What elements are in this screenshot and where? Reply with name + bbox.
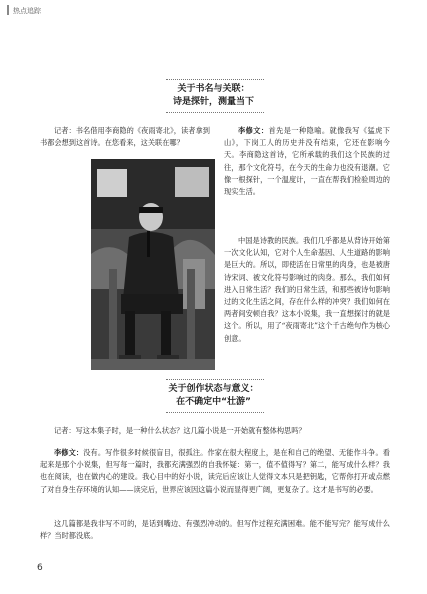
- question2: [40, 425, 390, 437]
- answer2-paragraph1: [40, 447, 390, 496]
- section1-title: 关于书名与关联：: [177, 84, 250, 94]
- question1-speaker: 记者：: [54, 126, 76, 135]
- question1: [40, 125, 210, 149]
- answer1-paragraph1: [224, 125, 390, 198]
- header-bar: [7, 5, 9, 15]
- question2-speaker: 记者：: [54, 426, 76, 435]
- header-label: 热点追踪: [13, 7, 41, 15]
- section2-title: 关于创作状态与意义：: [168, 384, 259, 394]
- answer2-paragraph2: 这几篇都是我非写不可的，是话到嘴边、有强烈冲动的。但写作过程充满困难。能不能写完？能写成什么样？当时都没底。: [40, 519, 390, 541]
- answer1-speaker: 李修文：: [238, 126, 269, 135]
- answer1-text1: 首先是一种隐喻。就像我写《猛虎下山》，下岗工人的历史并没有结束，它还在影响今天。李商隐这首诗，它所承载的我们这个民族的过往，那个文化符号，在今天的生命力也没有退潮。它像一根探针，一个温度计，一直在帮我们检验周边的现实生活。: [224, 126, 390, 197]
- section2-subtitle: 在不确定中“壮游”: [176, 397, 251, 407]
- question1-text: 书名借用李商隐的《夜雨寄北》，读者拿到书都会想到这首诗。在您看来，这关联在哪？: [40, 126, 210, 148]
- answer1-paragraph2: 中国是诗教的民族。我们几乎都是从背诗开始第一次文化认知，它对个人生命基因、人生道路的影响是巨大的。所以，即使活在日常里的肉身，也是被唐诗宋词、被文化符号影响过的肉身。那么，我们如何进入日常生活？我们的日常生活，和那些被诗句影响过的文化生活之间，存在什么样的冲突？我们如何在两者间安顿自我？这本小说集，我一直想探讨的就是这个。所以，用了“夜雨寄北”这个千古绝句作为核心创意。: [224, 236, 390, 343]
- author-photo: [91, 159, 215, 370]
- section1-top-rule: [166, 79, 264, 80]
- answer2-speaker: 李修文：: [54, 448, 84, 457]
- question2-text: 写这本集子时，是一种什么状态？这几篇小说是一开始就有整体构思吗？: [75, 426, 306, 435]
- section1-subtitle: 诗是探针，测量当下: [172, 97, 254, 107]
- page-number: 6: [37, 563, 43, 573]
- section2-top-rule: [166, 379, 264, 380]
- section2-bottom-rule: [166, 412, 264, 413]
- section1-bottom-rule: [166, 112, 264, 113]
- answer2-text1: 没有。写作很多时候很盲目，很孤注。作家在很大程度上，是在和自己的绝望、无能作斗争。看起来是那个小说集，但写每一篇时，我都充满强烈的自我怀疑：第一，值不值得写？第二，能写成什么样？我也在阅读，也在做内心的建设。我心目中的好小说，读完后应该让人觉得文本只是把钥匙，它帮你打开或点燃了对自身生存环境的认知——读完后，世界应该因这篇小说而显得更广阔，更复杂了。这才是书写的必要。: [40, 448, 390, 494]
